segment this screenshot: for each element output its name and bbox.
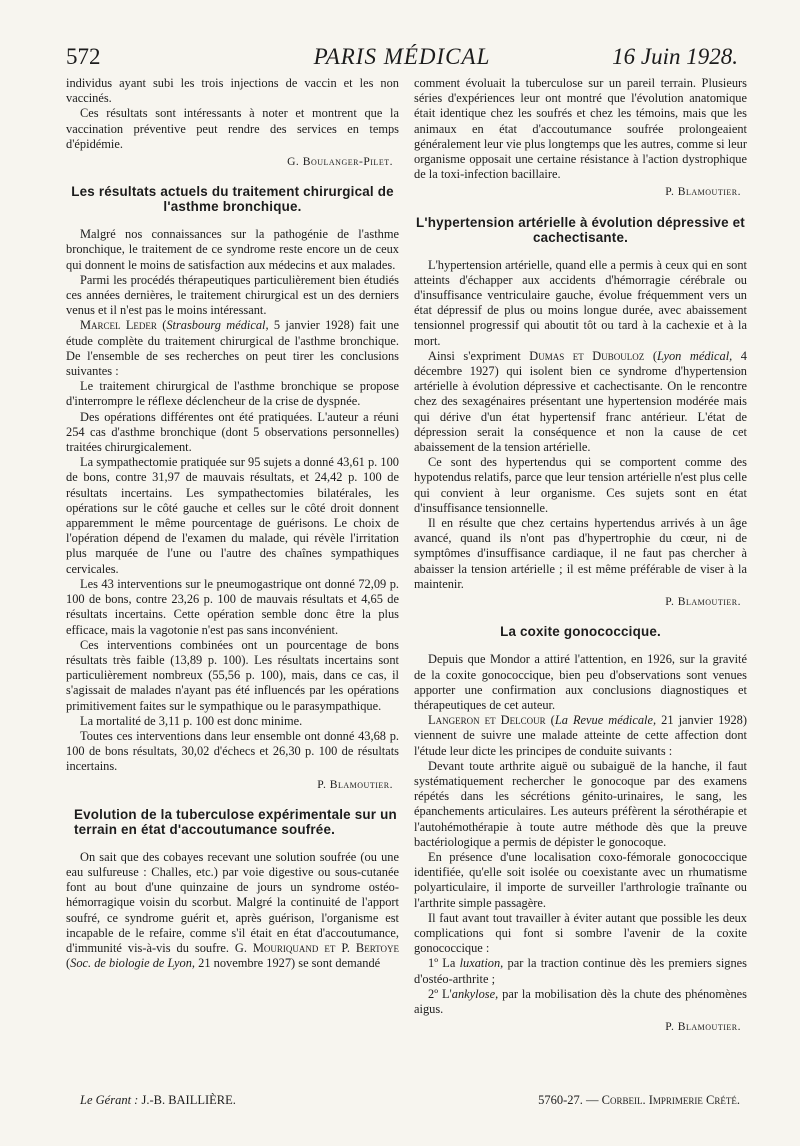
asthma-article-title: Les résultats actuels du traitement chirurgical de l'asthme bronchique. <box>71 184 394 215</box>
right-column <box>414 76 747 1034</box>
tuberculosis-article-title: Evolution de la tuberculose expérimentale sur un terrain en état d'accoutumance soufrée. <box>74 806 397 837</box>
intro-signature: G. Boulanger-Pilet. <box>287 155 393 169</box>
journal-ref: Strasbourg médical, <box>166 318 269 333</box>
asthma-paragraph-9: La mortalité de 3,11 p. 100 est donc minime. <box>80 713 303 728</box>
journal-ref: Lyon médical, <box>656 348 733 363</box>
page-header <box>66 44 738 74</box>
gerant-name: J.-B. BAILLIÈRE. <box>141 1093 236 1107</box>
printer-name: Corbeil. Imprimerie Crété. <box>601 1093 740 1107</box>
journal-ref: Soc. de biologie de Lyon, <box>70 956 196 971</box>
coxitis-paragraph-4: En présence d'une localisation coxo-fémorale gonococcique identifiée, qu'elle soit isolée ou coexistante avec un rhumatisme polyarticulaire, il importe de surveiller l'arthrologie traînante ou l'arthrite simple passagère. <box>414 849 747 910</box>
intro-paragraph-2: Ces résultats sont intéressants à noter et montrent que la vaccination préventive peut rendre des services en temps d'épidémie. <box>66 106 399 151</box>
coxitis-article-title: La coxite gonococcique. <box>500 624 661 640</box>
item-term: luxation, <box>459 956 504 971</box>
page-number: 572 <box>66 44 101 69</box>
coxitis-list-item-2 <box>414 987 747 1017</box>
item-text: par la traction continue dès les premiers signes d'ostéo-arthrite ; <box>414 956 747 986</box>
hypertension-paragraph-4: Il en résulte que chez certains hypertendus arrivés à un âge avancé, quand ils n'ont pas d'hypertrophie du cœur, ni de symptômes d'insuffisance cardiaque, il ne faut pas chercher à abaisser la tension artérielle ; il est même préférable de viser à la maintenir. <box>414 516 747 591</box>
printer-code: 5760-27. — <box>538 1093 602 1107</box>
hypertension-article-title: L'hypertension artérielle à évolution dépressive et cachectisante. <box>416 214 745 245</box>
asthma-paragraph-7: Les 43 interventions sur le pneumogastrique ont donné 72,09 p. 100 de bons, contre 23,26 p. 100 de mauvais résultats et 4,65 de résultats incertains. Cette opération semble donc être la plus efficace, mais la vagotonie n'est pas sans inconvénient. <box>66 576 399 637</box>
coxitis-signature: P. Blamoutier. <box>665 1020 741 1034</box>
item-number: 2º L' <box>428 986 452 1001</box>
author-names: G. Mouriquand et P. Bertoye <box>234 940 399 955</box>
author-names: Langeron et Delcour <box>428 713 546 728</box>
asthma-paragraph-5: Des opérations différentes ont été pratiquées. L'auteur a réuni 254 cas d'asthme bronchique (dont 5 observations personnelles) traitées chirurgicalement. <box>66 409 399 455</box>
page-footer <box>80 1093 740 1111</box>
asthma-signature: P. Blamoutier. <box>317 777 393 791</box>
paragraph-text: 21 janvier 1928) viennent de suivre une malade atteinte de cette affection dont l'étude leur dicte les principes de conduite suivants : <box>414 713 747 758</box>
coxitis-paragraph-3: Devant toute arthrite aiguë ou subaiguë de la hanche, il faut systématiquement rechercher le gonocoque par des examens répétés dans les sécrétions génito-urinaires, le sang, les épanchements articulaires. Les auteurs préfèrent la sérothérapie et l'autohémothérapie à toute autre méthode dès que la preuve bactériologique a permis de dépister le gonocoque. <box>414 758 747 849</box>
paragraph-text: 5 janvier 1928) fait une étude complète du traitement chirurgical de l'asthme bronchique. De l'ensemble de ses recherches on peut tirer les conclusions suivantes : <box>66 318 399 379</box>
hypertension-paragraph-2: Ainsi s'expriment Dumas et Dubouloz (Lyon médical, 4 décembre 1927) qui isolent bien ce syndrome d'hypertension artérielle à évolution dépressive et cachectisante. On le rencontre chez des sexagénaires présentant une hypertension modérée mais qui dérive d'un état hypertensif franc antérieur. L'état de dépression serait la conséquence et non la cause de cet abaissement de la tension artérielle. <box>414 348 747 455</box>
paragraph-text: On sait que des cobayes recevant une solution soufrée (ou une eau sulfureuse : Challes, etc.) par voie digestive ou sous-cutanée font au bout d'une quinzaine de jours un syndrome ostéo-hémorragique voisin du scorbut. Malgré la continuité de l'apport soufré, ce syndrome guérit et, après guérison, l'organisme est incapable de le refaire, comme s'il était en état d'accoutumance, d'immunité vis-à-vis du soufre. <box>66 849 399 955</box>
coxitis-paragraph-2: Langeron et Delcour (La Revue médicale, 21 janvier 1928) viennent de suivre une malade atteinte de cette affection dont l'étude leur dicte les principes de conduite suivants : <box>414 713 747 758</box>
coxitis-paragraph-1: Depuis que Mondor a attiré l'attention, en 1926, sur la gravité de la coxite gonococcique, bien peu d'observations sont venues apporter une confirmation aux conclusions diagnostiques et thérapeutiques de cet auteur. <box>414 652 747 712</box>
hypertension-paragraph-1: L'hypertension artérielle, quand elle a permis à ceux qui en sont atteints d'échapper aux accidents d'hémorragie cérébrale ou d'insuffisance ventriculaire gauche, évolue fréquemment vers un état dépressif de plus ou moins longue durée, avec abaissement tensionnel progressif qui aboutit tôt ou tard à la cachexie et à la mort. <box>414 257 747 348</box>
item-term: ankylose, <box>451 986 499 1001</box>
asthma-paragraph-3: Marcel Leder (Strasbourg médical, 5 janvier 1928) fait une étude complète du traitement chirurgical de l'asthme bronchique. De l'ensemble de ses recherches on peut tirer les conclusions suivantes : <box>66 318 399 379</box>
item-text: par la mobilisation dès la chute des phénomènes aigus. <box>414 986 748 1016</box>
gerant-label: Le Gérant : <box>80 1093 139 1107</box>
tuberculosis-paragraph-1: On sait que des cobayes recevant une solution soufrée (ou une eau sulfureuse : Challes, etc.) par voie digestive ou sous-cutanée font au bout d'une quinzaine de jours un syndrome ostéo-hémorragique voisin du scorbut. Malgré la continuité de l'apport soufré, ce syndrome guérit et, après guérison, l'organisme est incapable de le refaire, comme s'il était en état d'accoutumance, d'immunité vis-à-vis du soufre. G. Mouriquand et P. Bertoye (Soc. de biologie de Lyon, 21 novembre 1927) se sont demandé <box>66 849 399 971</box>
asthma-paragraph-2: Parmi les procédés thérapeutiques particulièrement bien étudiés ces années dernières, le traitement chirurgical est un des derniers venus et il n'est pas le moins intéressant. <box>66 272 399 318</box>
paragraph-text: 21 novembre 1927) se sont demandé <box>195 956 381 971</box>
asthma-paragraph-8: Ces interventions combinées ont un pourcentage de bons résultats très faible (13,89 p. 100). Les résultats incertains sont particulièrement nombreux (55,56 p. 100), mais, dans ce cas, il s'agissait de malades n'ayant pas été influencés par les opérations primitivement faites sur le sympathique ou le parasympathique. <box>66 637 399 713</box>
asthma-paragraph-1: Malgré nos connaissances sur la pathogénie de l'asthme bronchique, le traitement de ce syndrome reste encore un de ceux qui donnent le moins de satisfaction aux médecins et aux malades. <box>66 227 399 272</box>
paragraph-text: Ainsi s'expriment <box>428 348 530 363</box>
asthma-paragraph-4: Le traitement chirurgical de l'asthme bronchique se propose d'interrompre le réflexe déclencheur de la crise de dyspnée. <box>66 379 399 409</box>
journal-ref: La Revue médicale, <box>554 713 657 728</box>
gerant-credit <box>80 1093 236 1108</box>
issue-date: 16 Juin 1928. <box>612 44 738 69</box>
tuberculosis-continuation: comment évoluait la tuberculose sur un pareil terrain. Plusieurs séries d'expériences leur ont montré que l'évolution anatomique était identique chez les soufrés et chez les témoins, mais que les animaux en état d'accoutumance soufrée prolongeaient généralement leur vie plus longtemps que les autres, comme si leur organisme opposait une certaine résistance à l'action dystrophique de la toxi-infection bacillaire. <box>414 76 747 182</box>
hypertension-paragraph-3: Ce sont des hypertendus qui se comportent comme des hypotendus relatifs, parce que leur tension artérielle n'est plus celle qui convient à leur organisme. Ces sujets sont en état d'insuffisance tensionnelle. <box>414 455 747 515</box>
author-name: Marcel Leder <box>80 318 157 333</box>
hypertension-signature: P. Blamoutier. <box>665 595 741 609</box>
intro-paragraph-1: individus ayant subi les trois injections de vaccin et les non vaccinés. <box>66 76 399 106</box>
journal-title: PARIS MÉDICAL <box>313 44 491 69</box>
printer-credit <box>538 1093 740 1108</box>
left-column <box>66 76 399 971</box>
paragraph-text: 4 décembre 1927) qui isolent bien ce syndrome d'hypertension artérielle à évolution dépressive et cachectisante. On le rencontre chez des sexagénaires présentant une hypertension modérée mais qui dérive d'un état hypertensif franc antérieur. L'état de dépression serait la conséquence et non la cause de cet abaissement de la tension artérielle. <box>414 348 747 455</box>
coxitis-list-item-1 <box>414 956 747 986</box>
asthma-paragraph-6: La sympathectomie pratiquée sur 95 sujets a donné 43,61 p. 100 de bons, contre 31,97 de mauvais résultats, et 24,42 p. 100 de résultats incertains. Les sympathectomies bilatérales, les opérations sur le côté gauche et celles sur le côté droit donnent apparemment le même pourcentage de guérisons. Le choix de l'opération dépend de l'examen du malade, qui révèle l'irritation plus marquée de l'une ou l'autre des chaînes sympathiques cervicales. <box>66 455 399 576</box>
asthma-paragraph-10: Toutes ces interventions dans leur ensemble ont donné 43,68 p. 100 de bons résultats, 30,02 d'échecs et 26,30 p. 100 de résultats incertains. <box>66 728 399 774</box>
tuberculosis-signature: P. Blamoutier. <box>665 185 741 199</box>
item-number: 1º La <box>428 956 460 971</box>
coxitis-paragraph-5: Il faut avant tout travailler à éviter autant que possible les deux complications qui font si sombre l'avenir de la coxite gonococcique : <box>414 910 747 956</box>
author-names: Dumas et Dubouloz <box>529 348 645 363</box>
